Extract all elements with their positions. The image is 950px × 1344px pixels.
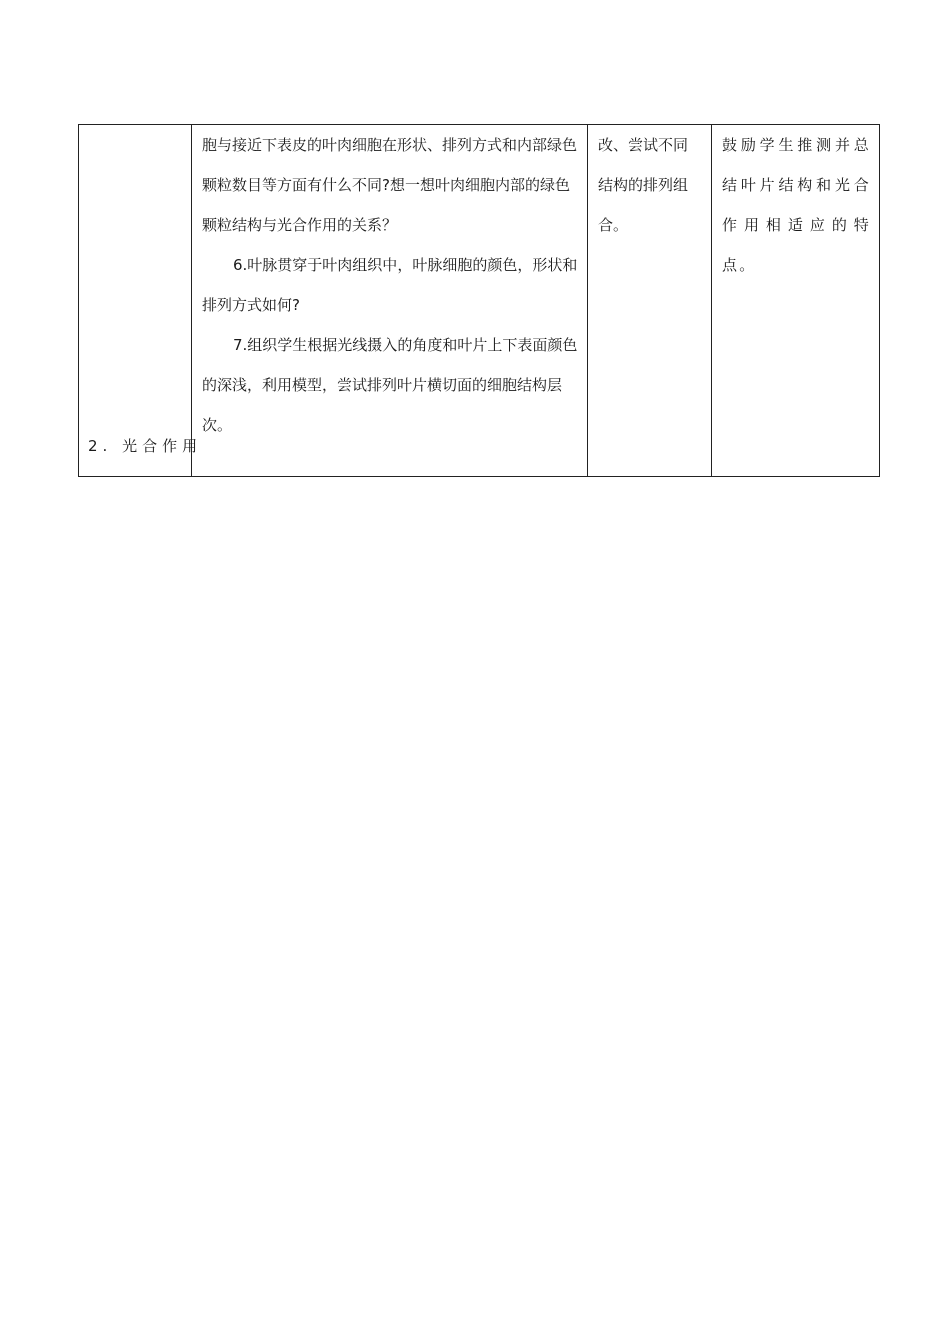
content-paragraph-2: 6.叶脉贯穿于叶肉组织中，叶脉细胞的颜色，形状和排列方式如何? xyxy=(202,256,578,314)
student-activity-text: 改、尝试不同结构的排列组合。 xyxy=(598,136,689,234)
teaching-content-cell xyxy=(192,125,588,477)
content-paragraph-1: 胞与接近下表皮的叶肉细胞在形状、排列方式和内部绿色颗粒数目等方面有什么不同?想一想叶肉细胞内部的绿色颗粒结构与光合作用的关系？ xyxy=(202,136,578,234)
design-intent-cell xyxy=(712,125,880,477)
lesson-plan-table xyxy=(78,124,880,477)
design-intent-text: 鼓励学生推测并总结叶片结构和光合作用相适应的特点。 xyxy=(722,136,871,274)
student-activity-cell xyxy=(588,125,712,477)
table-row xyxy=(79,125,880,477)
content-paragraph-3: 7.组织学生根据光线摄入的角度和叶片上下表面颜色的深浅，利用模型，尝试排列叶片横切面的细胞结构层次。 xyxy=(202,336,578,434)
topic-label: 2. 光合作用 xyxy=(88,437,203,455)
topic-cell xyxy=(79,125,203,477)
